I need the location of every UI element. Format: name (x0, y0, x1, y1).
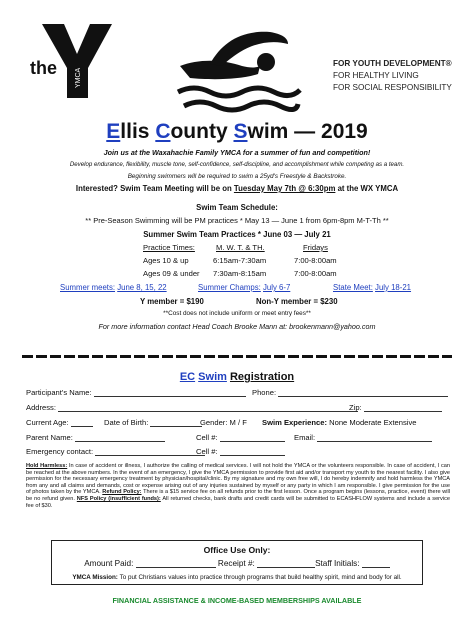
swim-experience-field[interactable]: Swim Experience: None Moderate Extensive (262, 418, 417, 427)
current-age-field[interactable]: Current Age: (26, 418, 93, 427)
preseason-text: ** Pre-Season Swimming will be PM practices * May 13 — June 1 from 6pm-8pm M-T-Th ** (85, 216, 389, 225)
non-member-price: Non-Y member = $230 (256, 297, 338, 306)
parent-name-field[interactable]: Parent Name: (26, 433, 165, 442)
page-title: Ellis County Swim — 2019 (106, 120, 368, 143)
parent-cell-field[interactable]: Cell #: (196, 433, 285, 442)
age-group-1: Ages 10 & up (143, 256, 189, 265)
tagline-line-1: FOR YOUTH DEVELOPMENT® (333, 59, 452, 68)
registration-title: EC Swim Registration (179, 371, 295, 383)
office-fields-row: Amount Paid: Receipt #: Staff Initials: (0, 559, 474, 568)
develop-text: Develop endurance, flexibility, muscle tone, self-confidence, self-discipline, and accomplishment while competing as a team. (69, 161, 405, 168)
emergency-cell-field[interactable]: Cell #: (196, 447, 285, 456)
summer-meets: Summer meets: June 8, 15, 22 (60, 283, 167, 292)
cut-line-divider (22, 355, 452, 358)
emergency-contact-field[interactable]: Emergency contact: (26, 447, 205, 456)
contact-info: For more information contact Head Coach Brooke Mann at: brookenmann@yahoo.com (98, 322, 376, 331)
member-price: Y member = $190 (140, 297, 204, 306)
participant-name-field[interactable]: Participant's Name: (26, 388, 246, 397)
phone-field[interactable]: Phone: (252, 388, 448, 397)
weekday-time-2: 7:30am-8:15am (213, 269, 267, 278)
cost-note: **Cost does not include uniform or meet entry fees** (163, 310, 311, 317)
logo-the-text: the (30, 58, 57, 78)
gender-field[interactable]: Gender: M / F (200, 418, 247, 427)
ymca-logo-text: YMCA (75, 67, 82, 88)
friday-time-2: 7:00-8:00am (294, 269, 337, 278)
zip-field[interactable]: Zip: (349, 403, 442, 412)
tagline-line-2: FOR HEALTHY LIVING (333, 71, 419, 80)
practice-times-header: Practice Times: (143, 243, 195, 252)
legal-text: Hold Harmless: In case of accident or illness, I authorize the calling of medical services. I will not hold the YMCA or the volunteers responsible. In case of accident, I can be reached at the above numbers. In the event of an emergency, I give the YMCA permission to provide first aid and/or transport my youth to the nearest facility. I also give permission for the necessary emergency treatment by physician/hospital/clinic. By my signature and my own free will, I do hereby indemnify and hold harmless the YMCA from any and all claims and demands, cost or expense arising out of any injuries sustained by myself or any party in which I am responsible. I give permission for the use of photos taken by the YMCA. Refund Policy: There is a $15 service fee on all refunds prior to the first lesson. Once a program begins (lessons, practice, event) there will be no refund given. NFS Policy (insufficient funds): All returned checks, bank drafts and credit cards will be submitted to ECASHFLOW systems and include a service fee of $30. (26, 463, 451, 509)
email-field[interactable]: Email: (294, 433, 432, 442)
ymca-mission: YMCA Mission: To put Christians values into practice through programs that build healthy spirit, mind and body for all. (72, 574, 402, 581)
beginners-text: Beginning swimmers will be required to swim a 25yd's Freestyle & Backstroke. (127, 173, 347, 180)
age-group-2: Ages 09 & under (143, 269, 200, 278)
meeting-announcement: Interested? Swim Team Meeting will be on Tuesday May 7th @ 6:30pm at the WX YMCA (75, 184, 399, 193)
summer-champs: Summer Champs: July 6-7 (198, 283, 291, 292)
tagline-line-3: FOR SOCIAL RESPONSIBILITY (333, 83, 452, 92)
office-use-title: Office Use Only: (203, 545, 271, 555)
fridays-header: Fridays (303, 243, 328, 252)
schedule-title: Swim Team Schedule: (196, 203, 278, 212)
swimmer-icon (170, 22, 310, 122)
state-meet: State Meet: July 18-21 (333, 283, 412, 292)
summer-practices-text: Summer Swim Team Practices * June 03 — July 21 (143, 230, 331, 239)
ymca-logo (42, 18, 112, 105)
friday-time-1: 7:00-8:00am (294, 256, 337, 265)
ymca-tagline (333, 58, 452, 94)
address-field[interactable]: Address: (26, 403, 358, 412)
weekday-time-1: 6:15am-7:30am (213, 256, 267, 265)
weekday-header: M. W. T. & TH. (216, 243, 265, 252)
dob-field[interactable]: Date of Birth: (104, 418, 202, 427)
intro-text: Join us at the Waxahachie Family YMCA for a summer of fun and competition! (103, 148, 371, 157)
financial-assistance-footer: FINANCIAL ASSISTANCE & INCOME-BASED MEMBERSHIPS AVAILABLE (112, 596, 362, 605)
